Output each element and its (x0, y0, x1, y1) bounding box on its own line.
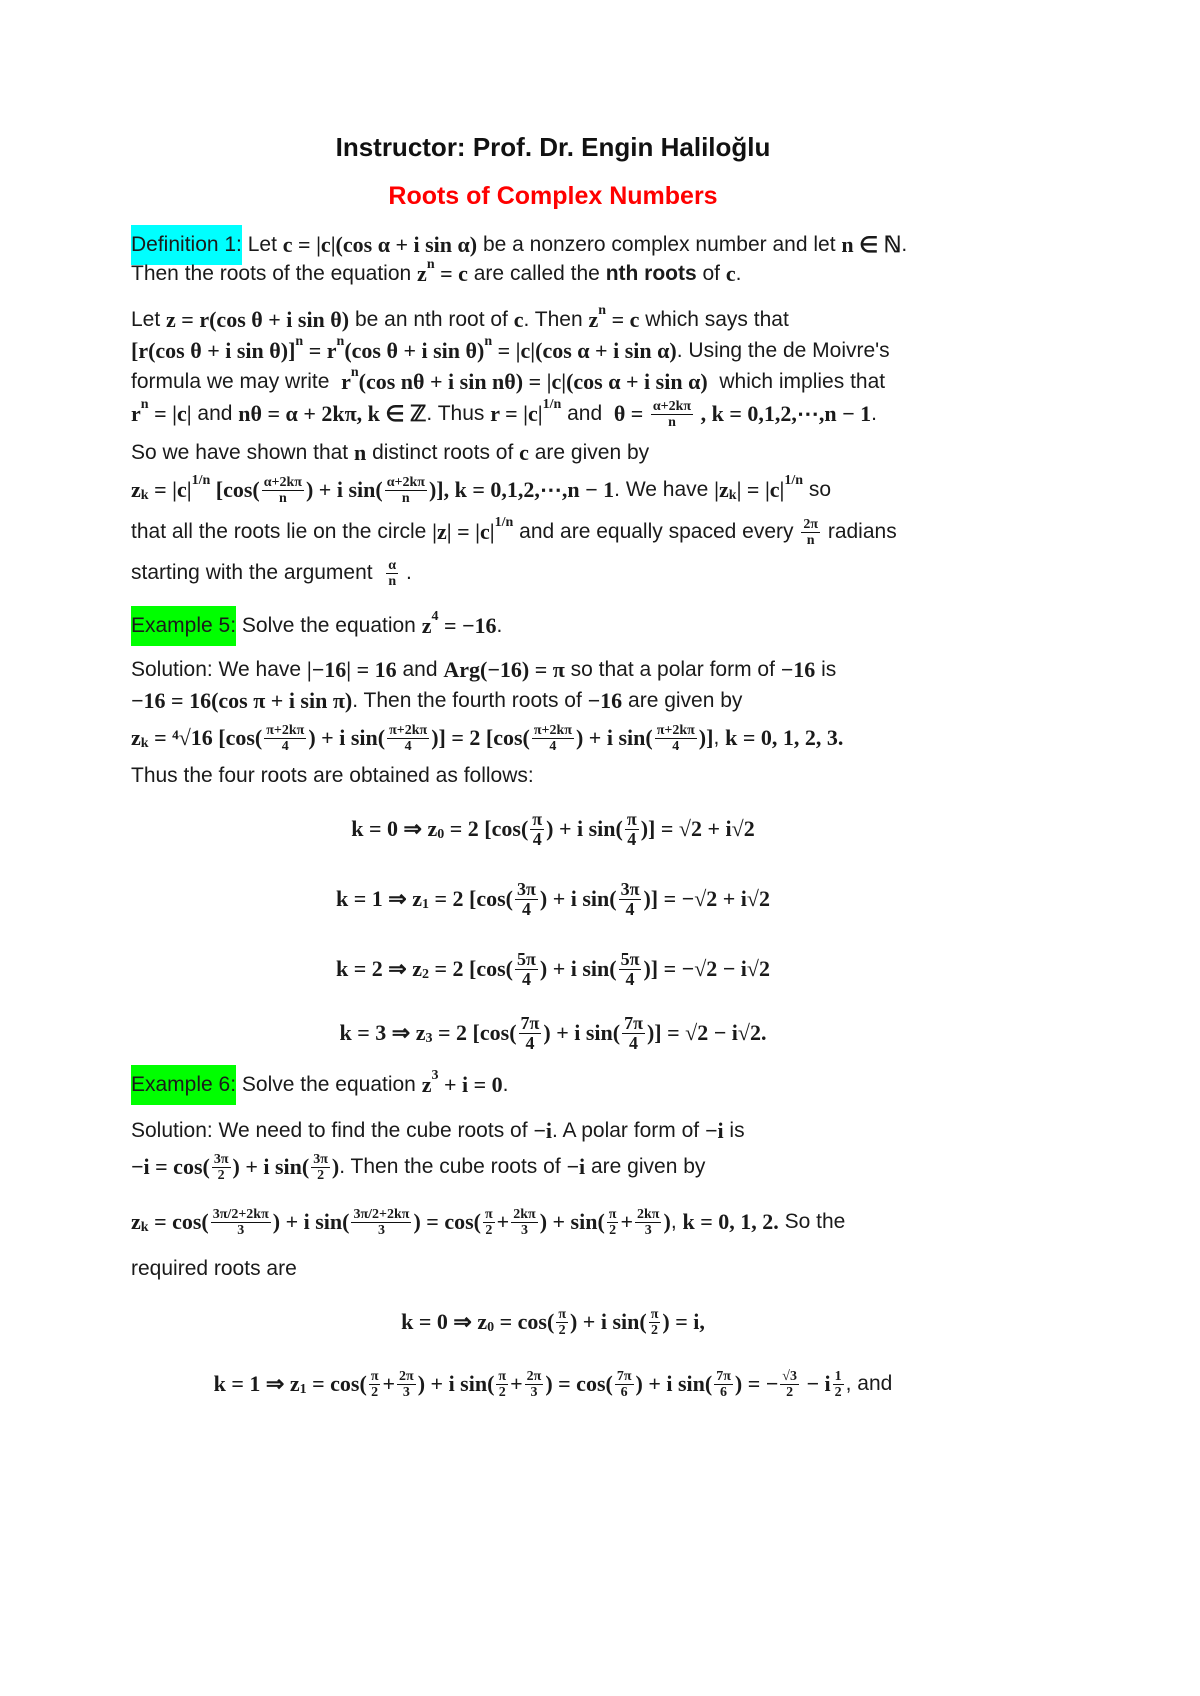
math-expression: k = 2 ⇒ z (336, 956, 422, 981)
fraction-denominator: 2 (371, 1384, 379, 1400)
fraction (619, 950, 642, 989)
superscript: 4 (431, 609, 439, 624)
text: . (871, 402, 877, 425)
math-expression: ) + i sin( (635, 1371, 713, 1396)
fraction-numerator: 5π (517, 948, 536, 969)
fraction-denominator: 2 (834, 1384, 842, 1400)
math-expression: (cos θ + i sin θ) (344, 338, 485, 363)
text: and (191, 402, 239, 425)
math-expression: + (382, 1371, 396, 1396)
text: Let (241, 233, 283, 256)
math-expression: )], k = 0,1,2,⋯,n − 1 (428, 477, 615, 502)
text: distinct roots of (366, 441, 520, 464)
subscript: 3 (425, 1031, 433, 1046)
math-expression: (cos nθ + i sin nθ) = |c|(cos α + i sin α) (358, 369, 708, 394)
fraction-denominator: n (278, 490, 287, 506)
math-expression: θ = (613, 401, 649, 426)
text-line (131, 606, 502, 646)
subscript: 1 (421, 897, 429, 912)
math-expression: = |c| (148, 401, 192, 426)
text-line (131, 1147, 705, 1187)
math-expression: = |c|(cos α + i sin α) (492, 338, 677, 363)
math-expression: n (353, 440, 367, 465)
fraction-numerator: π+2kπ (266, 722, 305, 738)
fraction-denominator: 4 (629, 1032, 639, 1053)
fraction (519, 1014, 542, 1053)
text: Let (131, 308, 167, 331)
fraction-denominator: 6 (620, 1384, 628, 1400)
fraction (386, 558, 398, 589)
fraction-numerator: π (608, 1206, 617, 1222)
subscript: k (140, 736, 149, 751)
math-expression: −i = cos( (131, 1154, 210, 1179)
fraction-denominator: 4 (281, 738, 289, 754)
fraction-numerator: π+2kπ (533, 722, 572, 738)
math-expression: = −16 (438, 613, 497, 638)
fraction-denominator: 2 (485, 1222, 493, 1238)
text: . Then the cube roots of (339, 1155, 567, 1178)
math-expression: r = |c| (490, 401, 543, 426)
math-expression: + (510, 1371, 523, 1396)
text-line (0, 879, 1106, 919)
fraction (635, 1207, 661, 1238)
fraction-denominator: 3 (377, 1222, 385, 1238)
fraction-numerator: π (650, 1306, 659, 1322)
math-expression: z (421, 613, 432, 638)
math-expression: k = 0 ⇒ z (401, 1309, 488, 1334)
math-expression: )] = −√2 − i√2 (643, 956, 770, 981)
math-expression: = cos( (148, 1209, 209, 1234)
subscript: 0 (487, 1320, 495, 1335)
fraction (833, 1369, 844, 1400)
math-expression: + i = 0 (438, 1072, 503, 1097)
math-expression: k = 1 ⇒ z (213, 1371, 300, 1396)
fraction (607, 1207, 619, 1238)
fraction-numerator: 3π (620, 878, 640, 899)
text: required roots are (131, 1257, 297, 1280)
text-line (131, 1065, 509, 1105)
fraction (496, 1369, 508, 1400)
text: radians (822, 520, 897, 543)
text-line (131, 718, 843, 758)
math-expression: r (131, 401, 141, 426)
fraction (619, 880, 642, 919)
math-expression: = c (606, 307, 640, 332)
subscript: k (728, 488, 737, 503)
superscript: 3 (431, 1068, 439, 1083)
math-expression: −16 = 16(cos π + i sin π) (131, 688, 353, 713)
text-line (131, 1249, 297, 1289)
fraction-denominator: 3 (237, 1222, 245, 1238)
math-expression: z (131, 1209, 141, 1234)
fraction-denominator: n (388, 573, 397, 589)
text: are given by (622, 689, 743, 712)
text-line (0, 949, 1106, 989)
text: be a nonzero complex number and let (477, 233, 842, 256)
math-expression: = |c| (148, 477, 192, 502)
math-expression: k = 0 ⇒ z (351, 816, 438, 841)
math-expression: −i (566, 1154, 586, 1179)
superscript: n (350, 365, 359, 380)
fraction-numerator: π (558, 1306, 566, 1322)
math-expression: Arg(−16) = π (443, 657, 565, 682)
fraction-numerator: α+2kπ (652, 398, 692, 414)
fraction-denominator: 4 (627, 828, 637, 849)
fraction-denominator: 4 (549, 738, 557, 754)
fraction-denominator: 4 (525, 1032, 535, 1053)
fraction-denominator: 4 (521, 898, 531, 919)
text-line (131, 470, 831, 510)
text: are given by (528, 441, 650, 464)
fraction (556, 1307, 568, 1338)
fraction (515, 880, 538, 919)
math-expression: )] = −√2 + i√2 (643, 886, 770, 911)
text: Then the roots of the equation (131, 262, 418, 285)
text-line (131, 1111, 745, 1151)
math-expression: c = |c|(cos α + i sin α) (282, 232, 478, 257)
text: Thus the four roots are obtained as follows: (131, 764, 534, 787)
fraction-numerator: α+2kπ (263, 474, 302, 490)
fraction (780, 1369, 799, 1400)
fraction-numerator: π+2kπ (656, 722, 695, 738)
math-expression: c (519, 440, 529, 465)
math-expression: z (417, 261, 427, 286)
text: . A polar form of (552, 1119, 705, 1142)
fraction-denominator: 2 (317, 1167, 325, 1183)
math-expression: | = |c| (736, 477, 785, 502)
math-expression: = 2 [cos( (428, 886, 513, 911)
math-expression: )] = √2 − i√2. (646, 1020, 767, 1045)
math-expression: = 2 [cos( (444, 816, 529, 841)
fraction (625, 810, 639, 849)
fraction-denominator: 2 (498, 1384, 506, 1400)
text: , and (845, 1372, 893, 1395)
fraction (649, 1307, 661, 1338)
math-expression: + (496, 1209, 510, 1234)
math-expression: nθ = α + 2kπ, k ∈ ℤ (238, 401, 427, 426)
fraction-numerator: 3π (313, 1151, 328, 1167)
text: . Then the fourth roots of (352, 689, 588, 712)
math-expression: ) + i sin( (546, 816, 623, 841)
text-line (0, 1364, 1106, 1404)
text: so that a polar form of (564, 658, 781, 681)
fraction-denominator: 4 (672, 738, 680, 754)
fraction (655, 723, 697, 754)
text-line (131, 756, 534, 796)
text: starting with the argument (131, 561, 385, 584)
math-expression: c (513, 307, 524, 332)
text: that all the roots lie on the circle (131, 520, 433, 543)
math-expression: ) + i sin( (543, 1020, 621, 1045)
subscript: 2 (421, 967, 429, 982)
text: and (561, 402, 614, 425)
fraction-denominator: n (806, 532, 815, 548)
fraction-numerator: α (388, 557, 397, 573)
fraction-denominator: 3 (520, 1222, 528, 1238)
text-line (0, 1302, 1106, 1342)
fraction (483, 1207, 495, 1238)
fraction-numerator: 2π (526, 1368, 542, 1384)
math-expression: )] = 2 [cos( (431, 725, 530, 750)
math-expression: = c (434, 261, 468, 286)
text: and (396, 658, 444, 681)
fraction-denominator: 4 (404, 738, 412, 754)
math-expression: z (421, 1072, 432, 1097)
bold-text: nth roots (605, 262, 697, 285)
math-expression: z (588, 307, 599, 332)
fraction-denominator: 4 (532, 828, 542, 849)
math-expression: n ∈ ℕ (841, 232, 902, 257)
text-line (0, 1013, 1106, 1053)
fraction (530, 810, 544, 849)
fraction-numerator: 3π (213, 1151, 229, 1167)
math-expression: ) + i sin( (232, 1154, 310, 1179)
superscript: n (598, 303, 607, 318)
math-expression: = cos( (306, 1371, 367, 1396)
fraction-numerator: 7π (616, 1368, 632, 1384)
math-expression: = 2 [cos( (428, 956, 513, 981)
fraction-numerator: 1 (834, 1368, 842, 1384)
text: , (713, 726, 726, 749)
math-expression: −16 (587, 688, 623, 713)
text-line (131, 254, 741, 294)
math-expression: )] (698, 725, 714, 750)
fraction (385, 475, 427, 506)
fraction (397, 1369, 416, 1400)
math-expression: ) = − (734, 1371, 779, 1396)
text: . Then (523, 308, 589, 331)
fraction-denominator: 6 (720, 1384, 728, 1400)
section-heading: Roots of Complex Numbers (388, 182, 718, 210)
fraction-numerator: π (498, 1368, 507, 1384)
fraction (801, 517, 820, 548)
fraction (262, 475, 304, 506)
math-expression: + (620, 1209, 634, 1234)
fraction-numerator: 3π/2+2kπ (353, 1206, 410, 1222)
text-line (131, 394, 877, 434)
text: . (502, 1073, 509, 1096)
text: formula we may write (131, 370, 342, 393)
text: , (670, 1210, 683, 1233)
text: is (723, 1119, 745, 1142)
fraction-numerator: 2π (803, 516, 818, 532)
subscript: k (140, 488, 149, 503)
fraction-numerator: √3 (782, 1368, 797, 1384)
math-expression: ) = i, (662, 1309, 705, 1334)
fraction (525, 1369, 544, 1400)
math-expression: c (725, 261, 736, 286)
math-expression: ) + i sin( (575, 725, 653, 750)
math-expression: |z| = |c| (432, 519, 495, 544)
text: which implies that (707, 370, 886, 393)
fraction (211, 1207, 271, 1238)
text: and are equally spaced every (513, 520, 800, 543)
fraction-denominator: 2 (217, 1167, 225, 1183)
math-expression: z (131, 725, 141, 750)
highlighted-label: Example 5: (131, 606, 236, 646)
superscript: n (140, 397, 149, 412)
fraction-denominator: 3 (644, 1222, 652, 1238)
fraction (532, 723, 574, 754)
math-expression: −i (533, 1118, 553, 1143)
math-expression: = r (303, 338, 337, 363)
text-line (131, 681, 742, 721)
fraction-denominator: 2 (609, 1222, 617, 1238)
text: of (696, 262, 726, 285)
fraction-denominator: 4 (625, 898, 635, 919)
math-expression: ) + sin( (539, 1209, 605, 1234)
text: is (815, 658, 837, 681)
fraction-numerator: 3π/2+2kπ (212, 1206, 269, 1222)
fraction-numerator: π (626, 808, 637, 829)
text: Solve the equation (236, 1073, 422, 1096)
text-line (131, 1202, 845, 1242)
fraction-denominator: 3 (402, 1384, 410, 1400)
instructor-title: Instructor: Prof. Dr. Engin Haliloğlu (335, 132, 771, 162)
fraction (515, 950, 538, 989)
math-expression: = ⁴√16 [cos( (148, 725, 263, 750)
math-expression: ) = cos( (413, 1209, 481, 1234)
math-expression: ) + i sin( (417, 1371, 495, 1396)
fraction-denominator: 3 (530, 1384, 538, 1400)
superscript: n (295, 334, 304, 349)
math-expression: −i (704, 1118, 724, 1143)
fraction (651, 399, 693, 430)
fraction (622, 1014, 645, 1053)
text: . (496, 614, 503, 637)
fraction-numerator: 7π (624, 1012, 643, 1033)
fraction-denominator: n (668, 414, 676, 430)
fraction (264, 723, 306, 754)
fraction-numerator: 7π (520, 1012, 540, 1033)
fraction-numerator: 5π (620, 948, 640, 969)
superscript: 1/n (784, 473, 804, 488)
math-expression: |z (714, 477, 729, 502)
math-expression: − i (800, 1371, 831, 1396)
fraction-numerator: π (485, 1206, 493, 1222)
fraction (212, 1152, 231, 1183)
text-line (0, 809, 1106, 849)
math-expression: ) + i sin( (308, 725, 386, 750)
text: So the (778, 1210, 846, 1233)
math-expression: [r(cos θ + i sin θ)] (131, 338, 296, 363)
math-expression: ) + i sin( (539, 956, 617, 981)
text: which says that (639, 308, 789, 331)
fraction (714, 1369, 733, 1400)
superscript: 1/n (191, 473, 211, 488)
math-expression: = cos( (494, 1309, 555, 1334)
fraction (311, 1152, 330, 1183)
text: . We have (614, 478, 715, 501)
superscript: 1/n (542, 397, 562, 412)
math-expression: ) + i sin( (272, 1209, 350, 1234)
fraction-numerator: π (532, 808, 543, 829)
fraction-numerator: 2kπ (637, 1206, 660, 1222)
fraction-denominator: 2 (786, 1384, 794, 1400)
text-line (131, 553, 412, 593)
text: Solution: We have (131, 658, 307, 681)
math-expression: −16 (780, 657, 816, 682)
subscript: 1 (299, 1382, 307, 1397)
fraction (369, 1369, 381, 1400)
math-expression: k = 0, 1, 2, 3. (725, 725, 844, 750)
text-line (131, 512, 897, 552)
text: . Thus (426, 402, 491, 425)
math-expression: ) + i sin( (539, 886, 617, 911)
fraction-numerator: 7π (716, 1368, 731, 1384)
math-expression: ) = cos( (545, 1371, 613, 1396)
math-expression: [cos( (210, 477, 260, 502)
text: . (901, 233, 908, 256)
text: . (400, 561, 412, 584)
math-expression: k = 3 ⇒ z (339, 1020, 426, 1045)
fraction-numerator: π (370, 1368, 379, 1384)
fraction (387, 723, 429, 754)
fraction-numerator: 2π (399, 1368, 414, 1384)
math-expression: z = r(cos θ + i sin θ) (166, 307, 350, 332)
math-expression: = 2 [cos( (432, 1020, 517, 1045)
text: are given by (585, 1155, 706, 1178)
fraction-denominator: 4 (625, 968, 635, 989)
subscript: k (140, 1220, 149, 1235)
text: . (735, 262, 742, 285)
math-expression: k = 0, 1, 2. (682, 1209, 779, 1234)
text: Solve the equation (236, 614, 422, 637)
highlighted-label: Definition 1: (131, 225, 242, 265)
fraction (615, 1369, 634, 1400)
fraction-denominator: 2 (651, 1322, 659, 1338)
fraction-numerator: 2kπ (513, 1206, 536, 1222)
superscript: 1/n (494, 515, 514, 530)
fraction-numerator: 3π (517, 878, 536, 899)
text: Solution: We need to find the cube roots of (131, 1119, 534, 1142)
fraction-denominator: n (401, 490, 410, 506)
superscript: n (484, 334, 493, 349)
fraction (511, 1207, 537, 1238)
math-expression: ) + i sin( (305, 477, 383, 502)
math-expression: z (131, 477, 141, 502)
text: . Using the de Moivre's (676, 339, 890, 362)
fraction-denominator: 2 (558, 1322, 566, 1338)
fraction (351, 1207, 411, 1238)
math-expression: ) (663, 1209, 671, 1234)
math-expression: , k = 0,1,2,⋯,n − 1 (695, 401, 872, 426)
fraction-denominator: 4 (521, 968, 531, 989)
math-expression: )] = √2 + i√2 (640, 816, 755, 841)
fraction-numerator: α+2kπ (386, 474, 425, 490)
subscript: 0 (437, 827, 445, 842)
math-expression: |−16| = 16 (306, 657, 397, 682)
math-expression: ) (331, 1154, 340, 1179)
math-expression: r (341, 369, 351, 394)
superscript: n (336, 334, 345, 349)
fraction-numerator: π+2kπ (389, 722, 428, 738)
highlighted-label: Example 6: (131, 1065, 236, 1105)
text: So we have shown that (131, 441, 354, 464)
math-expression: ) + i sin( (569, 1309, 647, 1334)
text: are called the (467, 262, 606, 285)
superscript: n (426, 257, 435, 272)
text: be an nth root of (349, 308, 514, 331)
text: so (803, 478, 832, 501)
math-expression: k = 1 ⇒ z (336, 886, 422, 911)
